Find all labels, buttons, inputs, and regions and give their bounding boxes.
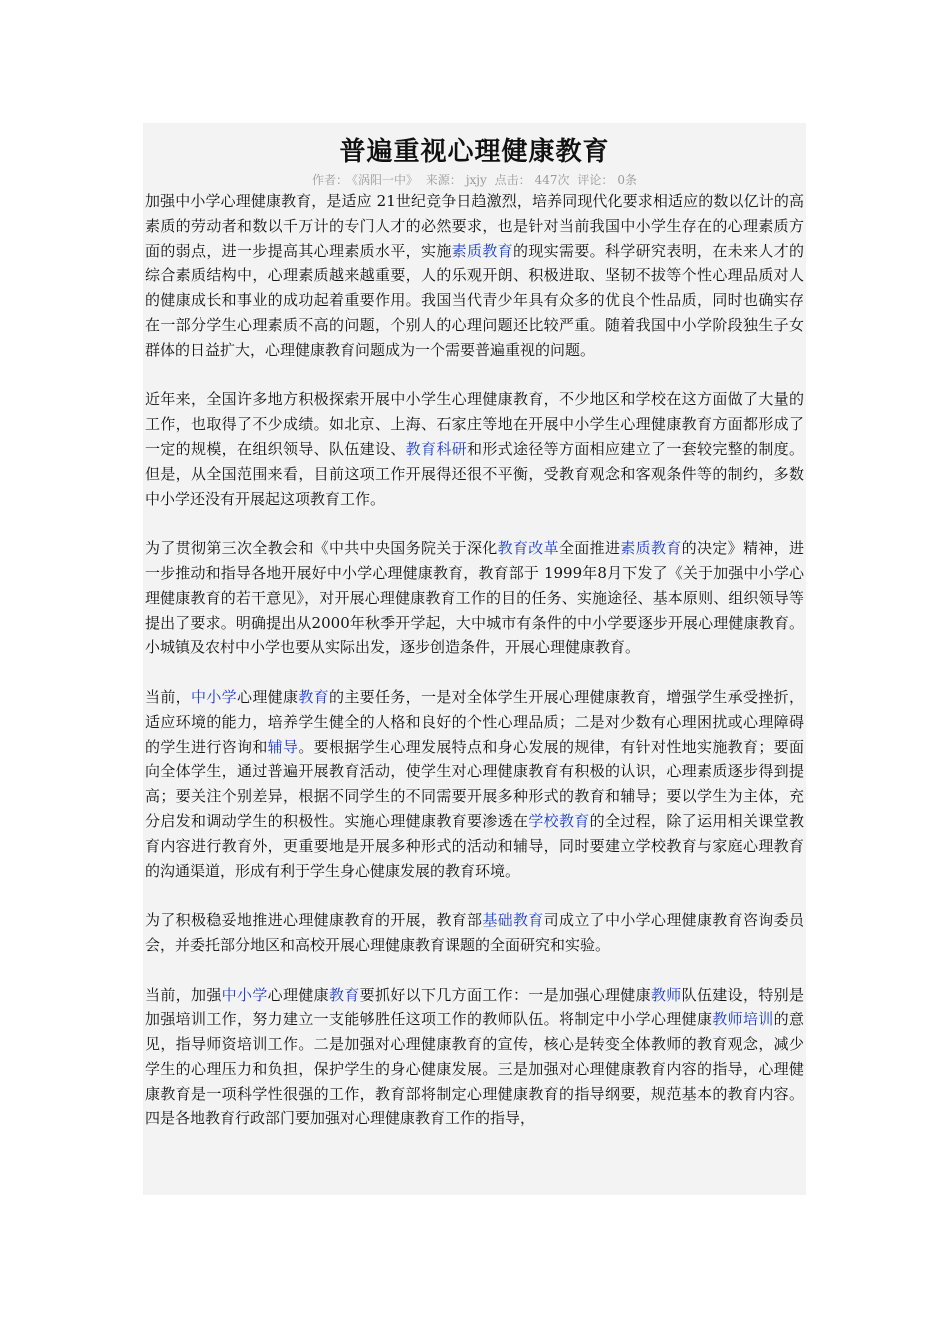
article-paragraph <box>145 536 804 660</box>
paragraph-text: 要抓好以下几方面工作：一是加强心理健康 <box>359 985 651 1004</box>
article-meta <box>143 171 806 189</box>
paragraph-text: 。要根据学生心理发展特点和身心发展的规律，有针对性地实施教育；要面向全体学生，通过普遍开展教育活动，使学生对心理健康教育有积极的认识，心理素质逐步得到提高；要关注个别差异，根据不同学生的不同需要开展多种形式的教育和辅导；要以学生为主体，充分启发和调动学生的积极性。实施心理健康教育要渗透在 <box>145 737 804 830</box>
author-value: 《涡阳一中》 <box>351 173 418 187</box>
paragraph-text: 为了贯彻第三次全教会和《中共中央国务院关于深化 <box>145 539 498 558</box>
paragraph-text: 的意见，指导师资培训工作。二是加强对心理健康教育的宣传，核心是转变全体教师的教育观念，减少学生的心理压力和负担，保护学生的身心健康发展。三是加强对心理健康教育内容的指导，心理健康教育是一项科学性很强的工作，教育部将制定心理健康教育的指导纲要，规范基本的教育内容。四是各地教育行政部门要加强对心理健康教育工作的指导， <box>145 1010 804 1128</box>
clicks-label: 点击： <box>494 173 531 187</box>
article-paragraph <box>145 908 804 958</box>
paragraph-text: 为了积极稳妥地推进心理健康教育的开展，教育部 <box>145 911 483 930</box>
inline-link[interactable]: 教育 <box>298 687 329 706</box>
inline-link[interactable]: 素质教育 <box>451 241 513 260</box>
inline-link[interactable]: 辅导 <box>267 737 299 756</box>
article-paragraph <box>145 387 804 511</box>
comments-value: 0条 <box>617 173 638 187</box>
inline-link[interactable]: 学校教育 <box>528 811 590 830</box>
paragraph-text: 当前，加强 <box>145 985 222 1004</box>
paragraph-text: 的现实需要。科学研究表明，在未来人才的综合素质结构中，心理素质越来越重要，人的乐观开朗、积极进取、坚韧不拔等个性心理品质对人的健康成长和事业的成功起着重要作用。我国当代青少年具有众多的优良个性品质，同时也确实存在一部分学生心理素质不高的问题，个别人的心理问题还比较严重。随着我国中小学阶段独生子女群体的日益扩大，心理健康教育问题成为一个需要普遍重视的问题。 <box>145 241 804 359</box>
inline-link[interactable]: 中小学 <box>191 687 237 706</box>
paragraph-text: 和形式途径等方面相应建立了一套较完整的制度。但是，从全国范围来看，目前这项工作开展得还很不平衡，受教育观念和客观条件等的制约，多数中小学还没有开展起这项教育工作。 <box>145 439 804 508</box>
inline-link[interactable]: 教育 <box>328 985 360 1004</box>
article-paragraph <box>145 685 804 883</box>
article-paragraph <box>145 189 804 363</box>
paragraph-text: 近年来，全国许多地方积极探索开展中小学生心理健康教育，不少地区和学校在这方面做了大量的工作，也取得了不少成绩。如北京、上海、石家庄等地在开展中小学生心理健康教育方面都形成了一定的规模，在组织领导、队伍建设、 <box>145 390 804 458</box>
clicks-value: 447次 <box>534 173 570 187</box>
inline-link[interactable]: 教师 <box>650 985 682 1004</box>
paragraph-text: 加强中小学心理健康教育，是适应 21世纪竞争日趋激烈，培养同现代化要求相适应的数以亿计的高素质的劳动者和数以千万计的专门人才的必然要求，也是针对当前我国中小学生存在的心理素质方面的弱点，进一步提高其心理素质水平，实施 <box>145 192 804 260</box>
paragraph-text: 当前， <box>145 687 191 706</box>
paragraph-text: 心理健康 <box>267 985 329 1004</box>
inline-link[interactable]: 教师培训 <box>712 1010 774 1029</box>
article-paragraph <box>145 983 804 1132</box>
paragraph-text: 的全过程，除了运用相关课堂教育内容进行教育外，更重要地是开展多种形式的活动和辅导，同时要建立学校教育与家庭心理教育的沟通渠道，形成有利于学生身心健康发展的教育环境。 <box>145 811 804 880</box>
inline-link[interactable]: 教育科研 <box>405 439 467 458</box>
inline-link[interactable]: 素质教育 <box>620 539 682 558</box>
paragraph-text: 全面推进 <box>558 539 621 558</box>
paragraph-text: 的主要任务，一是对全体学生开展心理健康教育，增强学生承受挫折，适应环境的能力，培养学生健全的人格和良好的个性心理品质；二是对少数有心理困扰或心理障碍的学生进行咨询和 <box>145 687 804 756</box>
inline-link[interactable]: 中小学 <box>221 985 268 1004</box>
inline-link[interactable]: 教育改革 <box>497 539 559 558</box>
article-panel <box>143 123 806 1195</box>
inline-link[interactable]: 基础教育 <box>482 911 544 930</box>
paragraph-text: 司成立了中小学心理健康教育咨询委员会，并委托部分地区和高校开展心理健康教育课题的全面研究和实验。 <box>145 911 804 954</box>
paragraph-text: 队伍建设，特别是加强培训工作，努力建立一支能够胜任这项工作的教师队伍。将制定中小学心理健康 <box>145 985 804 1029</box>
article-title: 普遍重视心理健康教育 <box>339 137 610 167</box>
source-value: jxjy <box>465 173 487 187</box>
author-label: 作者： <box>311 173 348 187</box>
paragraph-text: 心理健康 <box>237 687 299 706</box>
article-body <box>143 189 806 1131</box>
paragraph-text: 的决定》精神，进一步推动和指导各地开展好中小学心理健康教育，教育部于 1999年8月下发了《关于加强中小学心理健康教育的若干意见》，对开展心理健康教育工作的目的任务、实施途径、基本原则、组织领导等提出了要求。明确提出从2000年秋季开学起，大中城市有条件的中小学要逐步开展心理健康教育。小城镇及农村中小学也要从实际出发，逐步创造条件，开展心理健康教育。 <box>145 539 804 657</box>
comments-label: 评论： <box>577 173 614 187</box>
source-label: 来源： <box>425 173 462 187</box>
